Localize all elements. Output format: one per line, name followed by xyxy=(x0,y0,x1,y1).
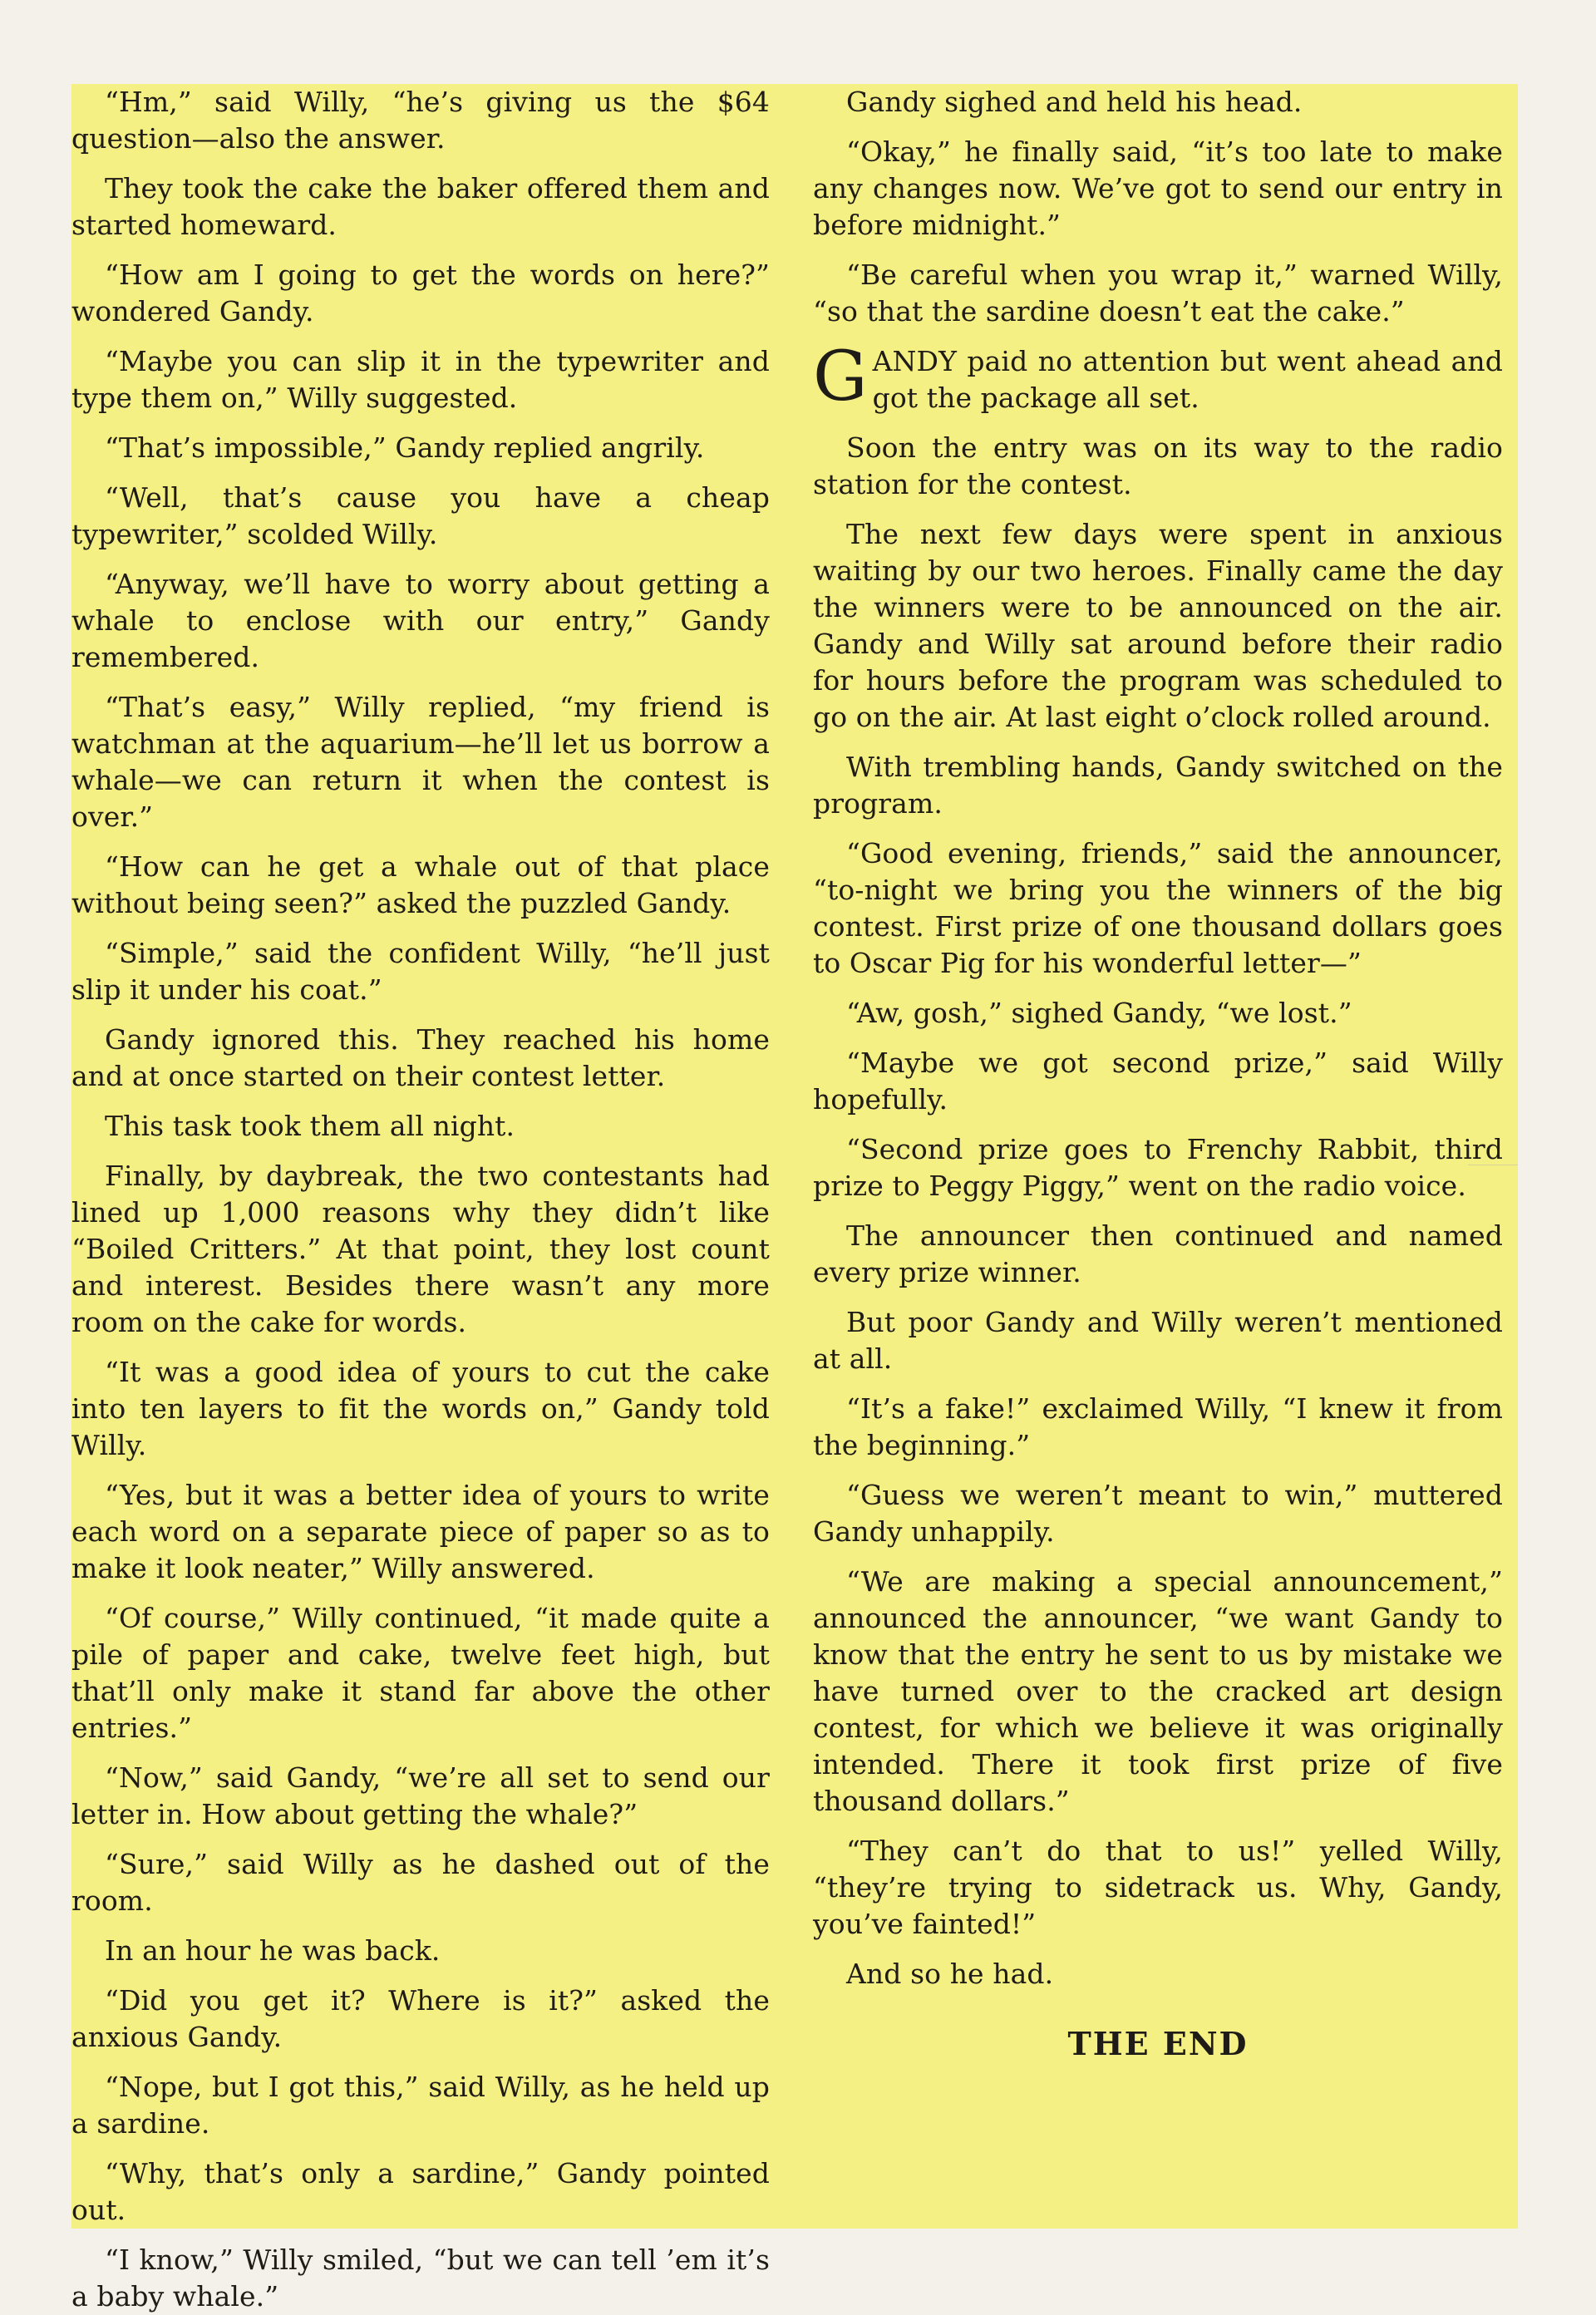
paragraph: The announcer then continued and named every prize winner. xyxy=(813,1219,1503,1288)
paragraph: “It’s a fake!” exclaimed Willy, “I knew it from the beginning.” xyxy=(813,1392,1503,1461)
paragraph: “Did you get it? Where is it?” asked the anxious Gandy. xyxy=(71,1984,770,2053)
paragraph: “Of course,” Willy continued, “it made quite a pile of paper and cake, twelve feet high, but that’ll only make it stand far above the other entries.” xyxy=(71,1602,770,1744)
paragraph: “Second prize goes to Frenchy Rabbit, third prize to Peggy Piggy,” went on the radio voice. xyxy=(813,1133,1503,1202)
paragraph: “How am I going to get the words on here?” wondered Gandy. xyxy=(71,259,770,328)
paragraph: “Now,” said Gandy, “we’re all set to send our letter in. How about getting the whale?” xyxy=(71,1761,770,1830)
dropcap-paragraph-text: ANDY paid no attention but went ahead and got the package all set. xyxy=(872,345,1503,414)
paragraph: “Nope, but I got this,” said Willy, as he held up a sardine. xyxy=(71,2071,770,2140)
the-end-label: THE END xyxy=(1067,2025,1249,2062)
paragraph: “Good evening, friends,” said the announcer, “to-night we bring you the winners of the big contest. First prize of one thousand dollars goes to Oscar Pig for his wonderful letter—” xyxy=(813,837,1503,979)
paragraph: “Guess we weren’t meant to win,” muttered Gandy unhappily. xyxy=(813,1479,1503,1548)
paragraph: “It was a good idea of yours to cut the cake into ten layers to fit the words on,” Gandy told Willy. xyxy=(71,1356,770,1461)
paragraph: “Maybe you can slip it in the typewriter and type them on,” Willy suggested. xyxy=(71,345,770,414)
paragraph: “Maybe we got second prize,” said Willy hopefully. xyxy=(813,1047,1503,1116)
paper-crease xyxy=(1468,1165,1518,1232)
drop-cap: G xyxy=(813,337,868,416)
paragraph: “We are making a special announcement,” announced the announcer, “we want Gandy to know that the entry he sent to us by mistake we have turned over to the cracked art design contest, for which we believe it was originally intended. There it took first prize of five thousand dollars.” xyxy=(813,1565,1503,1817)
paragraph: Gandy sighed and held his head. xyxy=(846,86,1303,118)
dropcap-paragraph xyxy=(813,337,1503,416)
paragraph: “Yes, but it was a better idea of yours to write each word on a separate piece of paper so as to make it look neater,” Willy answered. xyxy=(71,1479,770,1584)
paragraph: “Well, that’s cause you have a cheap typewriter,” scolded Willy. xyxy=(71,481,770,550)
paragraph: “Anyway, we’ll have to worry about getting a whale to enclose with our entry,” Gandy remembered. xyxy=(71,568,770,673)
paragraph: “That’s impossible,” Gandy replied angrily. xyxy=(105,431,705,464)
paragraph: This task took them all night. xyxy=(105,1110,515,1142)
paragraph: They took the cake the baker offered them and started homeward. xyxy=(71,172,770,241)
paragraph: “I know,” Willy smiled, “but we can tell ’em it’s a baby whale.” xyxy=(71,2244,770,2313)
paragraph: Gandy ignored this. They reached his home and at once started on their contest letter. xyxy=(71,1023,770,1092)
paragraph: “Sure,” said Willy as he dashed out of the room. xyxy=(71,1848,770,1917)
paragraph: The next few days were spent in anxious waiting by our two heroes. Finally came the day the winners were to be announced on the air. Gandy and Willy sat around before their radio for hours before the program was scheduled to go on the air. At last eight o’clock rolled around. xyxy=(813,518,1503,733)
paragraph: “Be careful when you wrap it,” warned Willy, “so that the sardine doesn’t eat the cake.” xyxy=(813,259,1503,328)
paragraph: “They can’t do that to us!” yelled Willy, “they’re trying to sidetrack us. Why, Gandy, you’ve fainted!” xyxy=(813,1835,1503,1940)
paragraph: With trembling hands, Gandy switched on the program. xyxy=(813,751,1503,820)
paragraph: “Okay,” he finally said, “it’s too late to make any changes now. We’ve got to send our entry in before midnight.” xyxy=(813,135,1503,241)
paragraph: Finally, by daybreak, the two contestants had lined up 1,000 reasons why they didn’t like “Boiled Critters.” At that point, they lost count and interest. Besides there wasn’t any more room on the cake for words. xyxy=(71,1160,770,1338)
paragraph: In an hour he was back. xyxy=(105,1934,441,1967)
paragraph: “Hm,” said Willy, “he’s giving us the $64 question—also the answer. xyxy=(71,86,770,155)
paragraph: “That’s easy,” Willy replied, “my friend is watchman at the aquarium—he’ll let us borrow a whale—we can return it when the contest is over.” xyxy=(71,691,770,833)
paragraph: And so he had. xyxy=(846,1958,1054,1990)
paragraph: “Aw, gosh,” sighed Gandy, “we lost.” xyxy=(846,997,1352,1029)
right-column xyxy=(813,84,1503,2229)
text-panel xyxy=(71,84,1518,2313)
left-column xyxy=(71,84,770,2313)
paragraph: But poor Gandy and Willy weren’t mentioned at all. xyxy=(813,1306,1503,1375)
paragraph: Soon the entry was on its way to the radio station for the contest. xyxy=(813,431,1503,500)
paragraph: “Why, that’s only a sardine,” Gandy pointed out. xyxy=(71,2157,770,2226)
paragraph: “Simple,” said the confident Willy, “he’ll just slip it under his coat.” xyxy=(71,937,770,1006)
paragraph: “How can he get a whale out of that place without being seen?” asked the puzzled Gandy. xyxy=(71,850,770,919)
